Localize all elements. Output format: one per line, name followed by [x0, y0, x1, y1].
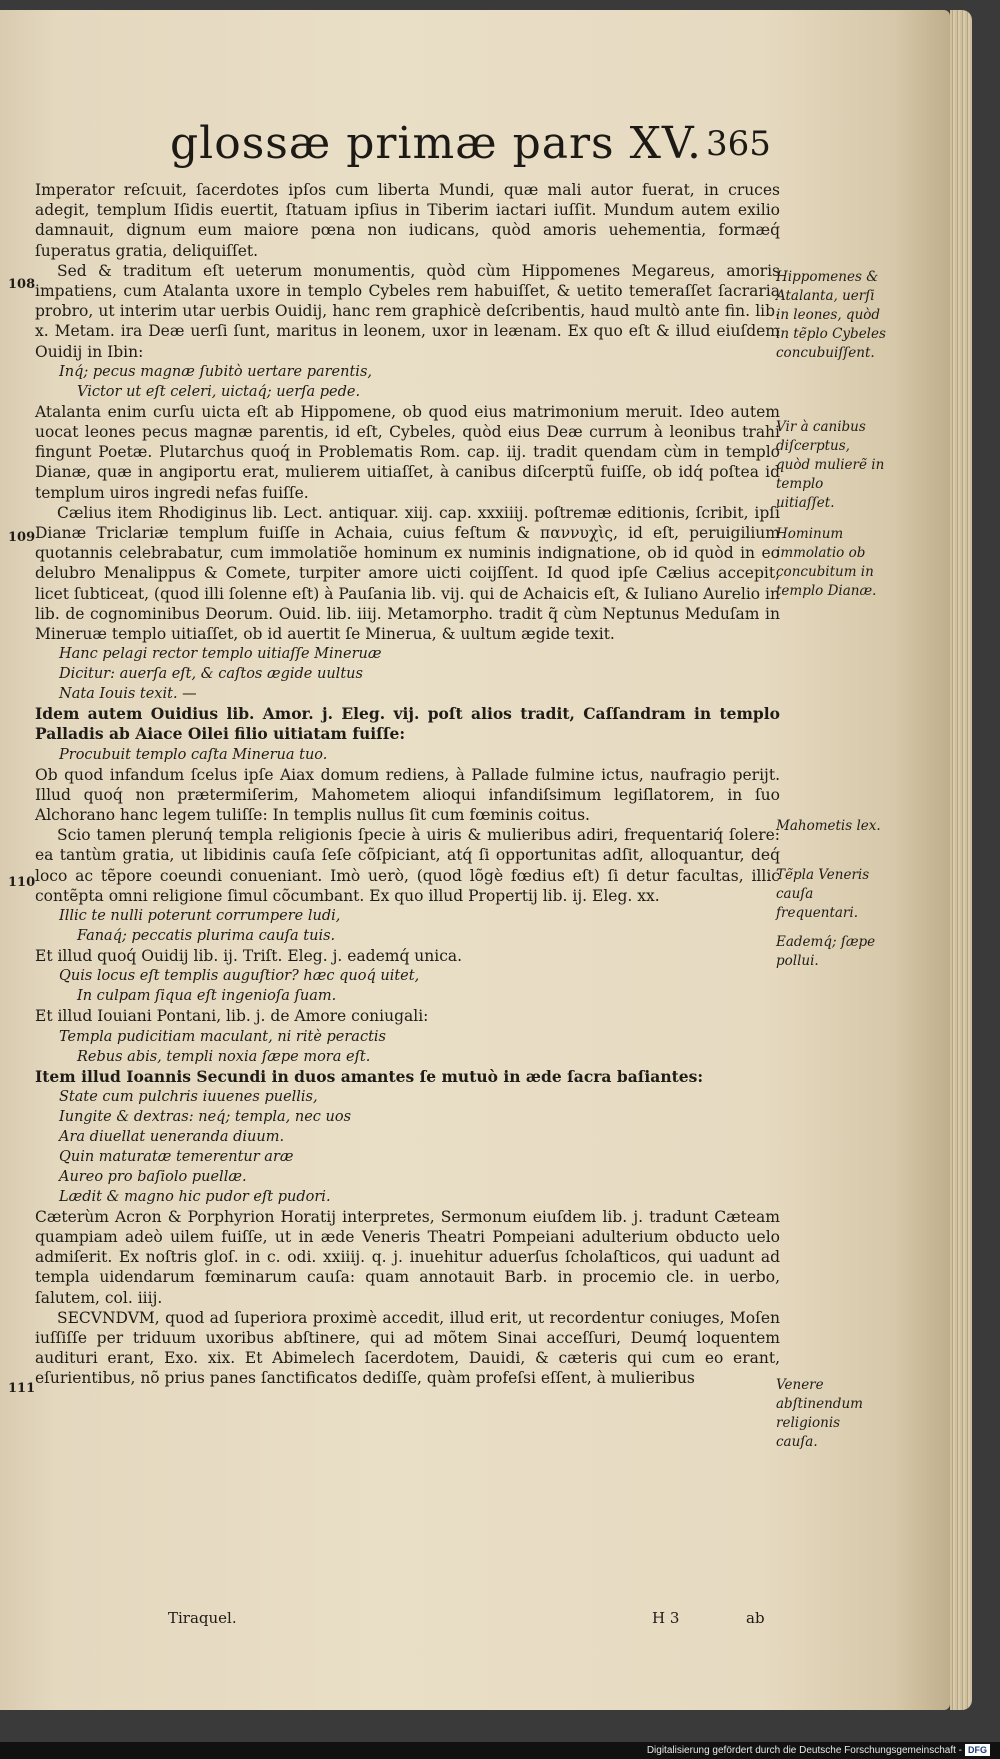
section-number: 110: [8, 875, 36, 890]
verse-line: Victor ut eſt celeri, uictaq́; uerſa pede.: [77, 383, 361, 400]
dfg-logo: DFG: [965, 1744, 990, 1756]
verse-line: Dicitur: auerſa eſt, & caſtos ægide uultus: [59, 666, 363, 683]
verse-line: State cum pulchris iuuenes puellis,: [59, 1088, 318, 1105]
signature-mark: H 3: [652, 1609, 680, 1627]
verse-line: In culpam ſiqua eſt ingenioſa ſuam.: [77, 988, 337, 1005]
verse-line: Quis locus eſt templis auguſtior? hæc quoq́ uitet,: [59, 968, 420, 985]
signature-left: Tiraquel.: [168, 1609, 237, 1627]
verse-line: Nata Iouis texit. —: [59, 686, 197, 703]
verse-line: Aureo pro baſiolo puellæ.: [59, 1168, 247, 1185]
marginal-note: Vir à canibus diſcerptus, quòd mulierẽ in templo uitiaſſet.: [776, 419, 885, 511]
page-number: 365: [706, 124, 771, 164]
paragraph: Sed & traditum eſt ueterum monumentis, quòd cùm Hippomenes Megareus, amoris impatiens, cum Atalanta uxore in templo Cybeles rem habuiſſet, & uetito temeraſſet ſacraria probro, ut interim utar uerbis Ouidij, hanc rem graphicè deſcribentis, haud multò ante fin. lib. x. Metam. ira Deæ uerſi ſunt, maritus in leonem, uxor in leænam. Ex quo eſt & illud eiuſdem Ouidij in Ibin:: [35, 261, 780, 361]
verse-line: Inq́; pecus magnæ ſubitò uertare parentis,: [59, 363, 372, 380]
paragraph: Ob quod infandum ſcelus ipſe Aiax domum rediens, à Pallade fulmine ictus, naufragio perijt. Illud quoq́ non prætermiſerim, Mahometem alioqui infandiſsimum legiſlatorem, in ſuo Alchorano hanc legem tuliſſe: In templis nullus ſit cum fœminis coitus.: [35, 765, 780, 825]
paragraph: Item illud Ioannis Secundi in duos amantes ſe mutuò in æde ſacra baſiantes:: [35, 1066, 704, 1086]
paragraph: Atalanta enim curſu uicta eſt ab Hippomene, ob quod eius matrimonium meruit. Ideo autem uocat leones pecus magnæ parentis, id eſt, Cybeles, quòd eius Deæ currum à leonibus trahi fingunt Poetæ. Plutarchus quoq́ in Problematis Rom. cap. iij. tradit quendam cùm in templo Dianæ, quæ in angiportu erat, mulierem uitiaſſet, à canibus diſcerptũ fuiſſe, ob idq́ poſtea id templum uiros ingredi nefas fuiſſe.: [35, 402, 780, 502]
section-number: 111: [8, 1381, 36, 1396]
verse-line: Hanc pelagi rector templo uitiaſſe Mineruæ: [59, 646, 382, 663]
section-number: 108: [8, 277, 36, 292]
verse-line: Ara diuellat ueneranda diuum.: [59, 1128, 285, 1145]
verse-line: Fanaq́; peccatis plurima cauſa tuis.: [77, 928, 336, 945]
verse-line: Illic te nulli poterunt corrumpere ludi,: [59, 908, 341, 925]
paragraph: Idem autem Ouidius lib. Amor. j. Eleg. vij. poſt alios tradit, Caſſandram in templo Palladis ab Aiace Oilei filio uitiatam fuiſſe:: [35, 704, 780, 744]
footer-credit-text: Digitalisierung gefördert durch die Deutsche Forschungsgemeinschaft -: [646, 1745, 962, 1756]
main-text: [35, 180, 780, 1389]
paragraph: Cæterùm Acron & Porphyrion Horatij interpretes, Sermonum eiuſdem lib. j. tradunt Cæteam quampiam adeò uilem fuiſſe, ut in æde Veneris Theatri Pompeiani adulterium obducto uelo admiſerit. Ex noſtris gloſ. in c. odi. xxiiij. q. j. inuehitur aduerſus ſcholaſticos, qui uadunt ad templa uidendarum fœminarum cauſa: quam annotauit Barb. in procemio cle. in uerbo, ſalutem, col. iiij.: [35, 1207, 780, 1307]
paragraph: Cælius item Rhodiginus lib. Lect. antiquar. xiij. cap. xxxiiij. poſtremæ editionis, ſcribit, ipſi Dianæ Triclariæ templum fuiſſe in Achaia, cuius feſtum & παννυχὶς, id eſt, peruigilium quotannis celebrabatur, cum immolatiõe hominum ex numinis indignatione, ob id quòd in eo delubro Menalippus & Comete, turpiter amore uicti coijſſent. Id quod ipſe Cælius accepit, licet ſubticeat, (quod illi ſolenne eſt) à Pauſania lib. vij. qui de Achaicis eſt, & Iuliano Aurelio in lib. de cognominibus Deorum. Ouid. lib. iiij. Metamorpho. tradit q̃ cùm Neptunus Meduſam in Mineruæ templo uitiaſſet, ob id auertit ſe Minerua, & uultum ægide texit.: [35, 503, 780, 644]
footer-credit: [647, 1742, 990, 1759]
verse-line: Quin maturatæ temerentur aræ: [59, 1148, 294, 1165]
verse-line: Lædit & magno hic pudor eſt pudori.: [59, 1188, 331, 1205]
marginal-note: Mahometis lex.: [776, 818, 881, 834]
verse-line: Rebus abis, templi noxia ſæpe mora eſt.: [77, 1048, 371, 1065]
running-head-title: glossæ primæ pars XV.: [170, 118, 702, 169]
verse-line: Iungite & dextras: neq́; templa, nec uos: [59, 1108, 352, 1125]
paragraph: SECVNDVM, quod ad ſuperiora proximè accedit, illud erit, ut recordentur coniuges, Moſen iuſſiſſe per triduum uxoribus abſtinere, qui ad mõtem Sinai acceſſuri, Deumq́ loquentem audituri erant, Exo. xix. Et Abimelech ſacerdotem, Dauidi, & cæteris qui cum eo erant, eſurientibus, nõ prius panes ſanctificatos dediſſe, quàm profeſsi eſſent, à mulieribus: [35, 1308, 780, 1388]
marginal-note: Tẽpla Veneris cauſa frequentari.: [776, 867, 870, 921]
page-edge: [950, 10, 972, 1710]
paragraph: Scio tamen plerunq́ templa religionis ſpecie à uiris & mulieribus adiri, frequentariq́ ſolere: ea tantùm gratia, ut libidinis cauſa ſeſe cõſpiciant, atq́ ſi opportunitas adſit, alloquantur, deq́ loco ac tẽpore coeundi conueniant. Imò uerò, (quod lõgè fœdius eſt) ſi detur facultas, illic contẽpta omni religione ſimul cõcumbant. Ex quo illud Propertij lib. ij. Eleg. xx.: [35, 826, 780, 905]
verse-line: Templa pudicitiam maculant, ni ritè peractis: [59, 1028, 386, 1045]
section-number: 109: [8, 530, 36, 545]
marginal-note: Eademq́; ſæpe pollui.: [776, 934, 876, 969]
catchword: ab: [746, 1609, 765, 1627]
marginal-note: Hominum immolatio ob concubitum in templo Dianæ.: [776, 526, 877, 599]
paragraph: Et illud quoq́ Ouidij lib. ij. Triſt. Eleg. j. eademq́ unica.: [35, 947, 463, 966]
marginal-note: Venere abſtinendum religionis cauſa.: [776, 1377, 863, 1450]
marginal-note: Hippomenes & Atalanta, uerſi in leones, quòd in tẽplo Cybeles concubuiſſent.: [776, 269, 886, 361]
paragraph: Imperator reſcιuit, ſacerdotes ipſos cum liberta Mundi, quæ mali autor fuerat, in cruces adegit, templum Iſidis euertit, ſtatuam ipſius in Tiberim iactari iuſſit. Mundum autem exilio damnauit, dignum eum maiore pœna non iudicans, quòd amoris uehementia, formæq́ ſuperatus gratia, deliquiſſet.: [35, 181, 780, 260]
paragraph: Et illud Iouiani Pontani, lib. j. de Amore coniugali:: [35, 1007, 429, 1026]
verse-line: Procubuit templo caſta Minerua tuo.: [59, 746, 328, 763]
